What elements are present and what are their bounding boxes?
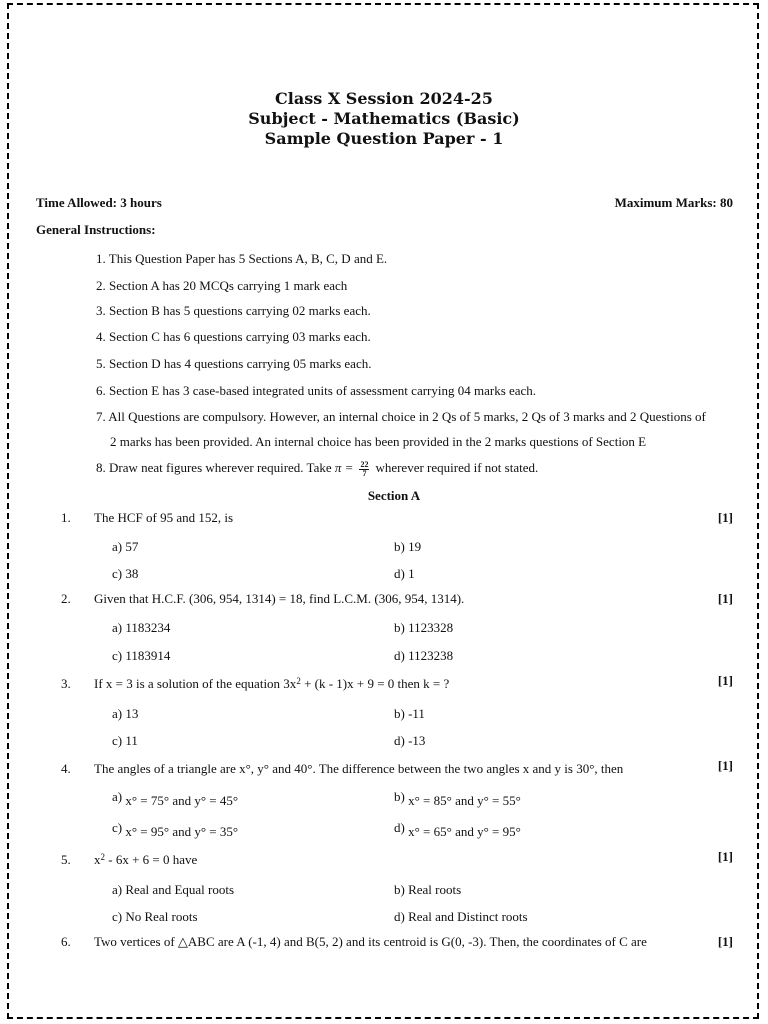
option-d: d) 1	[394, 566, 415, 581]
instruction-item: 7. All Questions are compulsory. However, an internal choice in 2 Qs of 5 marks, 2 Qs of 3 marks and 2 Questions of	[96, 409, 706, 424]
maximum-marks: Maximum Marks: 80	[614, 195, 733, 210]
header-class-session: Class X Session 2024-25	[275, 89, 493, 108]
time-allowed: Time Allowed: 3 hours	[36, 195, 162, 210]
option-b: b) 19	[394, 539, 422, 554]
option-a: a) 13	[112, 706, 139, 721]
instruction-item: 3. Section B has 5 questions carrying 02 marks each.	[96, 303, 371, 318]
instruction-8-suffix: wherever required if not stated.	[375, 460, 539, 475]
question-number: 4.	[61, 761, 71, 776]
instruction-item: 2. Section A has 20 MCQs carrying 1 mark each	[96, 278, 348, 293]
instruction-item: 1. This Question Paper has 5 Sections A, B, C, D and E.	[96, 251, 388, 266]
section-title: Section A	[367, 488, 421, 503]
option-d	[394, 820, 521, 840]
header-subject: Subject - Mathematics (Basic)	[248, 109, 520, 128]
option-a: a) 57	[112, 539, 139, 554]
option-label: d)	[394, 820, 405, 835]
question-marks: [1]	[717, 849, 733, 864]
question-text: The HCF of 95 and 152, is	[94, 510, 234, 525]
exponent: 2	[296, 676, 301, 686]
option-a: a) Real and Equal roots	[112, 882, 235, 897]
option-c: c) No Real roots	[112, 909, 198, 924]
option-text: x° = 85° and y° = 55°	[408, 793, 521, 808]
option-b: b) -11	[394, 706, 425, 721]
exponent: 2	[100, 852, 105, 862]
instruction-item: 5. Section D has 4 questions carrying 05 marks each.	[96, 356, 372, 371]
option-d: d) -13	[394, 733, 426, 748]
option-b: b) 1123328	[394, 620, 454, 635]
question-number: 3.	[61, 676, 71, 691]
instruction-item: 6. Section E has 3 case-based integrated units of assessment carrying 04 marks each.	[96, 383, 537, 398]
question-text: Given that H.C.F. (306, 954, 1314) = 18, find L.C.M. (306, 954, 1314).	[94, 591, 465, 606]
question-number: 2.	[61, 591, 71, 606]
instructions-heading: General Instructions:	[36, 222, 156, 237]
fraction-denominator: 7	[362, 468, 367, 478]
question-text	[94, 676, 449, 692]
question-marks: [1]	[717, 510, 733, 525]
option-label: c)	[112, 820, 123, 835]
option-c: c) 38	[112, 566, 139, 581]
question-marks: [1]	[717, 673, 733, 688]
option-d: d) 1123238	[394, 648, 454, 663]
option-a	[112, 789, 239, 809]
option-b: b) Real roots	[394, 882, 462, 897]
instruction-8-prefix: 8. Draw neat figures wherever required. Take	[96, 460, 332, 475]
question-text: The angles of a triangle are x°, y° and 40°. The difference between the two angles x and y is 30°, then	[94, 761, 624, 776]
option-c: c) 11	[112, 733, 138, 748]
question-marks: [1]	[717, 758, 733, 773]
option-text: x° = 75° and y° = 45°	[125, 793, 239, 808]
question-text	[94, 852, 197, 868]
option-b	[394, 789, 521, 809]
question-marks: [1]	[717, 934, 733, 949]
instruction-item-continuation: 2 marks has been provided. An internal choice has been provided in the 2 marks questions of Section E	[110, 434, 647, 449]
question-number: 5.	[61, 852, 71, 867]
fraction-numerator: 22	[360, 459, 369, 469]
option-label: a)	[112, 789, 123, 804]
instruction-item-8	[96, 460, 538, 478]
fraction-22-over-7	[359, 461, 369, 478]
question-text-part: x	[94, 852, 101, 867]
option-c	[112, 820, 239, 840]
question-text-part: If x = 3 is a solution of the equation 3x	[94, 676, 297, 691]
question-text-part: + (k - 1)x + 9 = 0 then k = ?	[300, 676, 450, 691]
header-paper-title: Sample Question Paper - 1	[264, 129, 504, 148]
option-text: x° = 65° and y° = 95°	[408, 824, 521, 839]
question-text: Two vertices of △ABC are A (-1, 4) and B(5, 2) and its centroid is G(0, -3). Then, the coordinates of C are	[94, 934, 647, 949]
instruction-item: 4. Section C has 6 questions carrying 03 marks each.	[96, 329, 371, 344]
question-marks: [1]	[717, 591, 733, 606]
option-d: d) Real and Distinct roots	[394, 909, 528, 924]
option-a: a) 1183234	[112, 620, 171, 635]
option-text: x° = 95° and y° = 35°	[125, 824, 239, 839]
option-label: b)	[394, 789, 405, 804]
question-number: 6.	[61, 934, 71, 949]
question-number: 1.	[61, 510, 71, 525]
option-c: c) 1183914	[112, 648, 171, 663]
question-text-part: - 6x + 6 = 0 have	[105, 852, 198, 867]
pi-symbol: π =	[334, 460, 354, 475]
